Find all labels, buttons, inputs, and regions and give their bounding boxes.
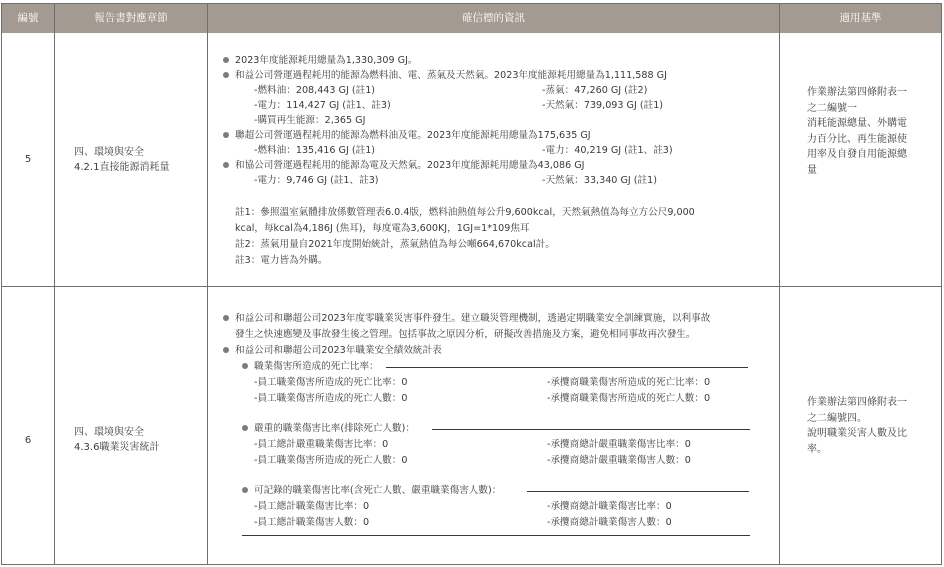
bullet-item: 2023年度能源耗用總量為1,330,309 GJ。 [235, 55, 418, 66]
chapter-title: 四、環境與安全 4.2.1直接能源消耗量 [74, 147, 170, 173]
section-rule [527, 491, 749, 492]
row-number: 5 [24, 154, 32, 165]
footnote: kcal，每kcal為4,186J (焦耳)，每度電為3,600KJ，1GJ=1*109焦耳 [235, 223, 530, 234]
header-subject-info: 確信標的資訊 [462, 12, 525, 24]
chapter-title: 四、環境與安全 4.3.6職業災害統計 [74, 427, 160, 453]
bullet-item: 聯超公司營運過程耗用的能源為燃料油及電。2023年度能源耗用總量為175,635 GJ [235, 130, 591, 141]
bullet-item: 和益公司和聯超公司2023年職業安全績效統計表 [235, 345, 442, 356]
footnote: 註1：參照溫室氣體排放係數管理表6.0.4版，燃料油熱值每公升9,600kcal，天然氣熱值為每立方公尺9,000 [235, 207, 695, 218]
criteria-text: 作業辦法第四條附表一 之二編號四。 說明職業災害人數及比 率。 [807, 397, 907, 455]
header-number: 編號 [17, 12, 39, 24]
table-end-rule [242, 535, 750, 536]
column-divider [54, 4, 55, 564]
column-divider [207, 4, 208, 564]
header-chapter: 報告書對應章節 [94, 12, 168, 24]
footnote: 註2：蒸氣用量自2021年度開始統計，蒸氣熱值為每公噸664,670kcal計。 [235, 239, 555, 250]
row-divider [2, 286, 941, 287]
footnote: 註3：電力皆為外購。 [235, 255, 328, 266]
table-header [2, 4, 941, 33]
column-divider [779, 4, 780, 564]
bullet-item: 和協公司營運過程耗用的能源為電及天然氣。2023年度能源耗用總量為43,086 GJ [235, 160, 585, 171]
row-number: 6 [24, 435, 32, 446]
header-criteria: 適用基準 [839, 12, 882, 24]
section-title: 可記錄的職業傷害比率(含死亡人數、嚴重職業傷害人數)： [254, 485, 502, 496]
section-title: 職業傷害所造成的死亡比率： [254, 361, 379, 372]
bullet-item: 和益公司和聯超公司2023年度零職業災害事件發生。建立職災管理機制，透過定期職業安全訓練實施，以利事故 [235, 313, 711, 324]
section-rule [386, 367, 748, 368]
criteria-text: 作業辦法第四條附表一 之二編號一 消耗能源總量、外購電 力百分比、再生能源使 用率及自發自用能源總 量 [807, 87, 907, 176]
section-rule [432, 429, 750, 430]
disclosure-table: 編號 報告書對應章節 確信標的資訊 適用基準 5 四、環境與安全 4.2.1直接能源消耗量 2023年度能源耗用總量為1,330,309 GJ。 和益公司營運過程耗用的能源為燃料油、電、蒸氣及天然氣。2023年度能源耗用總量為1,111,588 GJ -燃料油：208,443 GJ (註1) -蒸氣：47,260 GJ (註2) -電力：114,427 GJ (註1、註3) -天然氣：739,093 GJ (註1) -購買再生能源：2,365 GJ 聯超公司營運過程耗用的能源為燃料油及電。2023年度能源耗用總量為175,635 GJ -燃料油：135,416 GJ (註1) -電力：40,219 GJ (註1、註3) 和協公司營運過程耗用的能源為電及天然氣。2023年度能源耗用總量為43,086 GJ -電力：9,746 GJ (註1、註3) -天然氣：33,340 GJ (註1) 註1：參照溫室氣體排放係數管理表6.0.4版，燃料油熱值每公升9,600kcal，天然氣熱值為每立方公尺9,000 kcal，每kcal為4,186J (焦耳)，每度電為3,600KJ，1GJ=1*109焦耳 註2：蒸氣用量自2021年度開始統計，蒸氣熱值為每公噸664,670kcal計。 註3：電力皆為外購。 作業辦法第四條附表一 之二編號一 消耗能源總量、外購電 力百分比、再生能源使 用率及自發自用能源總 量 6 四、環境與安全 4.3.6職業災害統計 和益公司和聯超公司2023年度零職業災害事件發生。建立職災管理機制，透過定期職業安全訓練實施，以利事故 發生之快速應變及事故發生後之管理。包括事故之原因分析，研擬改善措施及方案，避免相同事故再次發生。 和益公司和聯超公司2023年職業安全績效統計表 職業傷害所造成的死亡比率： -員工職業傷害所造成的死亡比率：0 -承攬商職業傷害所造成的死亡比率：0 -員工職業傷害所造成的死亡人數：0 -承攬商職業傷害所造成的死亡人數：0 嚴重的職業傷害比率(排除死亡人數)： -員工總計嚴重職業傷害比率：0 -承攬商總計嚴重職業傷害比率：0 -員工職業傷害所造成的死亡人數：0 -承攬商總計嚴重職業傷害人數：0 可記錄的職業傷害比率(含死亡人數、嚴重職業傷害人數)： -員工總計職業傷害比率：0 -承攬商總計職業傷害比率：0 -員工總計職業傷害人數：0 -承攬商總計職業傷害人數：0 作業辦法第四條附表一 之二編號四。 說明職業災害人數及比 率。 [1, 3, 942, 565]
section-title: 嚴重的職業傷害比率(排除死亡人數)： [254, 423, 415, 434]
bullet-item: 和益公司營運過程耗用的能源為燃料油、電、蒸氣及天然氣。2023年度能源耗用總量為1,111,588 GJ [235, 70, 667, 81]
